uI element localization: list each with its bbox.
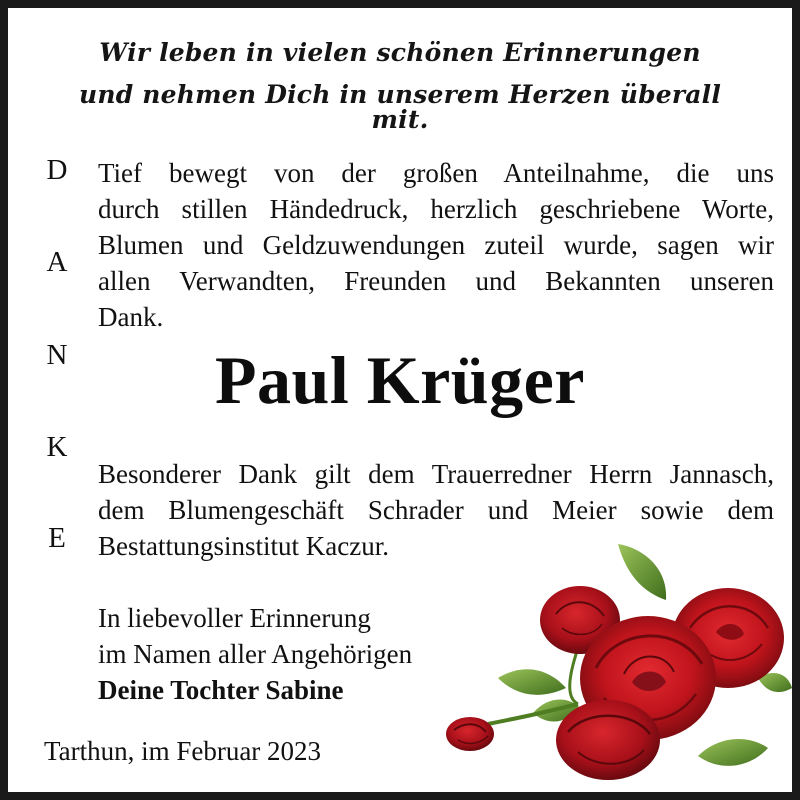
rose-bud — [446, 717, 494, 751]
stem — [570, 648, 578, 704]
motto-line-1: Wir leben in vielen schönen Erinnerungen — [99, 38, 701, 67]
special-thanks-line: Besonderer Dank gilt dem Trauerredner Herrn Jannasch, — [98, 459, 774, 489]
closing-signer: Deine Tochter Sabine — [98, 675, 344, 705]
thanks-line: Tief bewegt von der großen Anteilnahme, die uns — [98, 158, 774, 188]
special-thanks-line: dem Blumengeschäft Schrader und Meier sowie dem — [98, 495, 774, 525]
thanks-line: Dank. — [98, 302, 164, 332]
danke-letter-k: K — [46, 431, 68, 463]
thanks-line: Blumen und Geldzuwendungen zuteil wurde, sagen wir — [98, 230, 774, 260]
danke-letter-n: N — [46, 339, 68, 371]
thanks-line: durch stillen Händedruck, herzlich geschriebene Worte, — [98, 194, 774, 224]
thanks-paragraph — [98, 155, 774, 335]
closing-line-2: im Namen aller Angehörigen — [98, 639, 413, 669]
place-date: Tarthun, im Februar 2023 — [44, 736, 322, 766]
deceased-name: Paul Krüger — [214, 342, 585, 418]
danke-letter-a: A — [46, 246, 68, 278]
danke-letter-e: E — [48, 522, 66, 554]
leaf-bottom-right — [698, 739, 768, 766]
rose-front — [556, 700, 660, 780]
closing-block — [98, 600, 412, 708]
leaf-left — [498, 669, 566, 695]
leaf-top — [618, 544, 666, 600]
thanks-line: allen Verwandten, Freunden und Bekannten unseren — [98, 266, 774, 296]
roses-decoration — [428, 528, 794, 792]
motto-line-2: und nehmen Dich in unserem Herzen überall mit. — [78, 80, 722, 134]
special-thanks-line: Bestattungsinstitut Kaczur. — [98, 531, 389, 561]
danke-letter-d: D — [46, 154, 68, 186]
closing-line-1: In liebevoller Erinnerung — [98, 603, 371, 633]
